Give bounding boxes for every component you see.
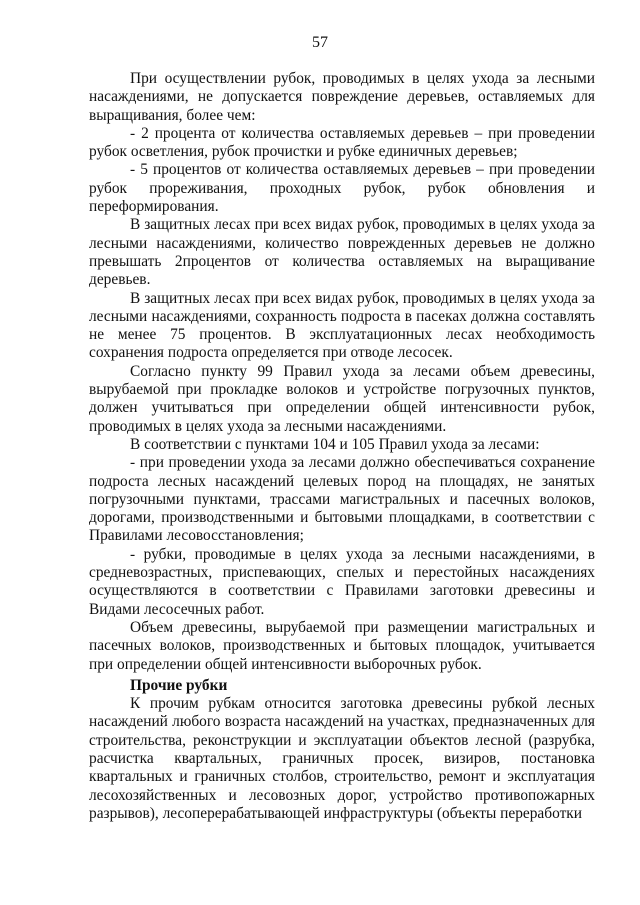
page-number: 57 — [312, 34, 328, 51]
document-body — [89, 70, 595, 823]
list-item-undergrowth: - при проведении ухода за лесами должно обеспечиваться сохранение подроста лесных насаждений целевых пород на площадях, не занятых погрузочными пунктами, трассами магистральных и пасечных волоков, дорогами, производственными и бытовыми площадками, в соответствии с Правилами лесовосстановления; — [89, 454, 595, 545]
paragraph-other-fellings: К прочим рубкам относится заготовка древесины рубкой лесных насаждений любого возраста насаждений на участках, предназначенных для строительства, реконструкции и эксплуатации объектов лесной (разрубка, расчистка квартальных, граничных просек, визиров, постановка квартальных и граничных столбов, строительство, ремонт и эксплуатация лесохозяйственных и лесовозных дорог, устройство противопожарных разрывов), лесоперерабатывающей инфраструктуры (объекты переработки — [89, 695, 595, 822]
paragraph-protective-forests-damage: В защитных лесах при всех видах рубок, проводимых в целях ухода за лесными насаждениями, количество поврежденных деревьев не должно превышать 2процентов от количества оставляемых на выращивание деревьев. — [89, 216, 595, 289]
paragraph-damage-limits: При осуществлении рубок, проводимых в целях ухода за лесными насаждениями, не допускается повреждение деревьев, оставляемых для выращивания, более чем: — [89, 70, 595, 124]
paragraph-rule-99: Согласно пункту 99 Правил ухода за лесами объем древесины, вырубаемой при прокладке волоков и устройстве погрузочных пунктов, должен учитываться при определении общей интенсивности рубок, проводимых в целях ухода за лесными насаждениями. — [89, 362, 595, 435]
paragraph-undergrowth-preservation: В защитных лесах при всех видах рубок, проводимых в целях ухода за лесными насаждениями, сохранность подроста в пасеках должна составлять не менее 75 процентов. В эксплуатационных лесах необходимость сохранения подроста определяется при отводе лесосек. — [89, 289, 595, 362]
list-item-5-percent: - 5 процентов от количества оставляемых деревьев – при проведении рубок прореживания, проходных рубок, рубок обновления и переформирования. — [89, 161, 595, 216]
section-heading: Прочие рубки — [130, 676, 228, 694]
paragraph-rules-104-105: В соответствии с пунктами 104 и 105 Правил ухода за лесами: — [130, 435, 540, 453]
paragraph-wood-volume: Объем древесины, вырубаемой при размещении магистральных и пасечных волоков, производственных и бытовых площадок, учитывается при определении общей интенсивности выборочных рубок. — [89, 618, 595, 673]
list-item-felling-rules: - рубки, проводимые в целях ухода за лесными насаждениями, в средневозрастных, приспевающих, спелых и перестойных насаждениях осуществляются в соответствии с Правилами заготовки древесины и Видами лесосечных работ. — [89, 545, 595, 618]
list-item-2-percent: - 2 процента от количества оставляемых деревьев – при проведении рубок осветления, рубок прочистки и рубке единичных деревьев; — [89, 124, 595, 161]
